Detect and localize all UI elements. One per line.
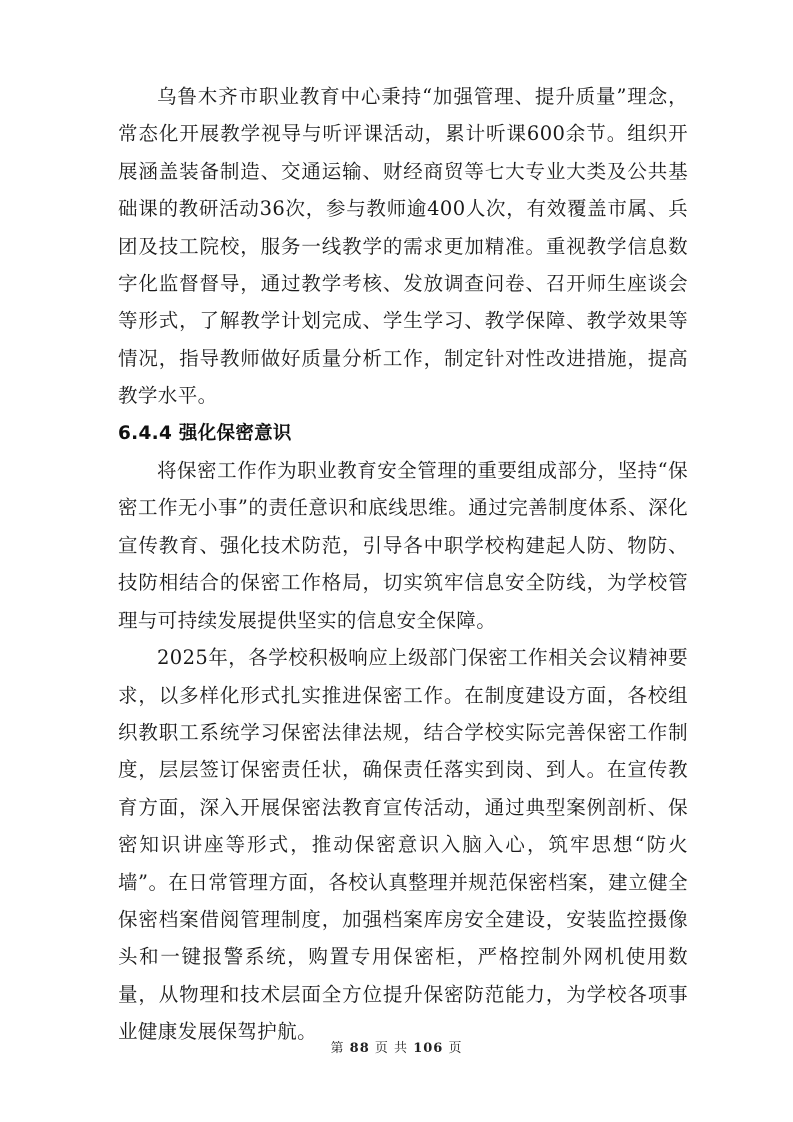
footer-middle: 页 共 bbox=[374, 1041, 409, 1056]
section-heading: 6.4.4 强化保密意识 bbox=[118, 422, 292, 444]
paragraph-confidentiality-2025: 2025年，各学校积极响应上级部门保密工作相关会议精神要求，以多样化形式扎实推进保密工作。在制度建设方面，各校组织教职工系统学习保密法律法规，结合学校实际完善保密工作制度，层层签订保密责任状，确保责任落实到岗、到人。在宣传教育方面，深入开展保密法教育宣传活动，通过典型案例剖析、保密知识讲座等形式，推动保密意识入脑入心，筑牢思想“防火墙”。在日常管理方面，各校认真整理并规范保密档案，建立健全保密档案借阅管理制度，加强档案库房安全建设，安装监控摄像头和一键报警系统，购置专用保密柜，严格控制外网机使用数量，从物理和技术层面全方位提升保密防范能力，为学校各项事业健康发展保驾护航。 bbox=[118, 646, 688, 1044]
footer-page-total: 106 bbox=[413, 1041, 444, 1056]
paragraph-confidentiality-intro: 将保密工作作为职业教育安全管理的重要组成部分，坚持“保密工作无小事”的责任意识和底线思维。通过完善制度体系、深化宣传教育、强化技术防范，引导各中职学校构建起人防、物防、技防相结合的保密工作格局，切实筑牢信息安全防线，为学校管理与可持续发展提供坚实的信息安全保障。 bbox=[118, 459, 688, 632]
page-footer bbox=[0, 1040, 793, 1058]
paragraph-teaching-supervision: 乌鲁木齐市职业教育中心秉持“加强管理、提升质量”理念，常态化开展教学视导与听评课活动，累计听课600余节。组织开展涵盖装备制造、交通运输、财经商贸等七大专业大类及公共基础课的教研活动36次，参与教师逾400人次，有效覆盖市属、兵团及技工院校，服务一线教学的需求更加精准。重视教学信息数字化监督督导，通过教学考核、发放调查问卷、召开师生座谈会等形式，了解教学计划完成、学生学习、教学保障、教学效果等情况，指导教师做好质量分析工作，制定针对性改进措施，提高教学水平。 bbox=[118, 85, 688, 408]
footer-suffix: 页 bbox=[448, 1041, 463, 1056]
footer-prefix: 第 bbox=[330, 1041, 345, 1056]
footer-page-current: 88 bbox=[349, 1041, 370, 1056]
document-body bbox=[118, 78, 688, 1051]
